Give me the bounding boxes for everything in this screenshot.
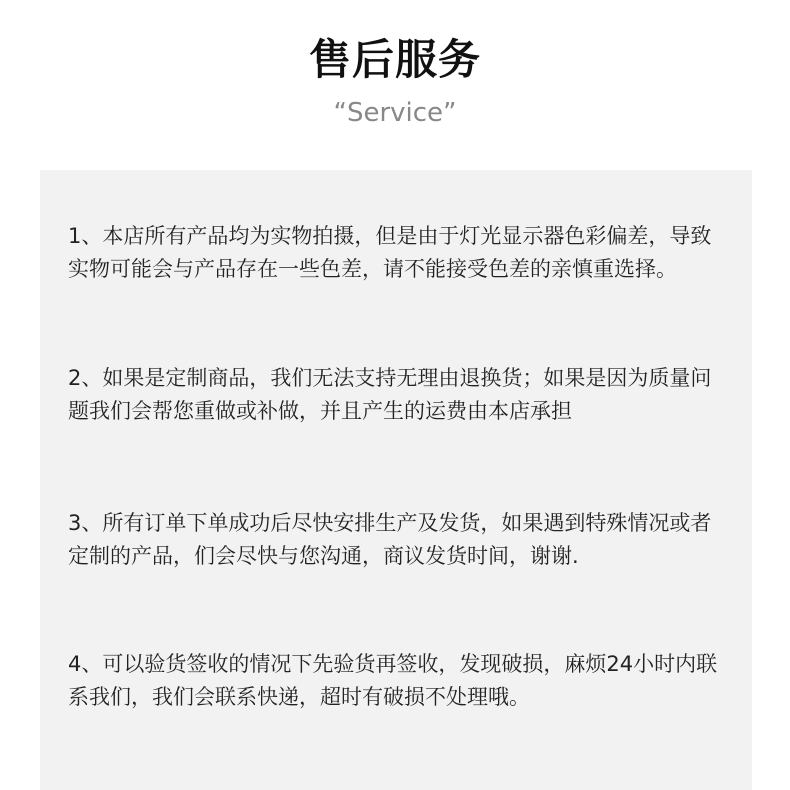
- service-note-4: 4、可以验货签收的情况下先验货再签收，发现破损，麻烦24小时内联系我们，我们会联系快递，超时有破损不处理哦。: [68, 652, 718, 709]
- page-title: 售后服务: [308, 35, 481, 84]
- service-note-3: 3、所有订单下单成功后尽快安排生产及发货，如果遇到特殊情况或者定制的产品，们会尽快与您沟通，商议发货时间，谢谢.: [68, 511, 712, 568]
- service-note-1: 1、本店所有产品均为实物拍摄，但是由于灯光显示器色彩偏差，导致实物可能会与产品存在一些色差，请不能接受色差的亲慎重选择。: [68, 224, 712, 281]
- service-notes-panel: [40, 170, 752, 790]
- page-subtitle: “Service”: [333, 98, 457, 128]
- service-note-2: 2、如果是定制商品，我们无法支持无理由退换货；如果是因为质量问题我们会帮您重做或补做，并且产生的运费由本店承担: [68, 366, 712, 423]
